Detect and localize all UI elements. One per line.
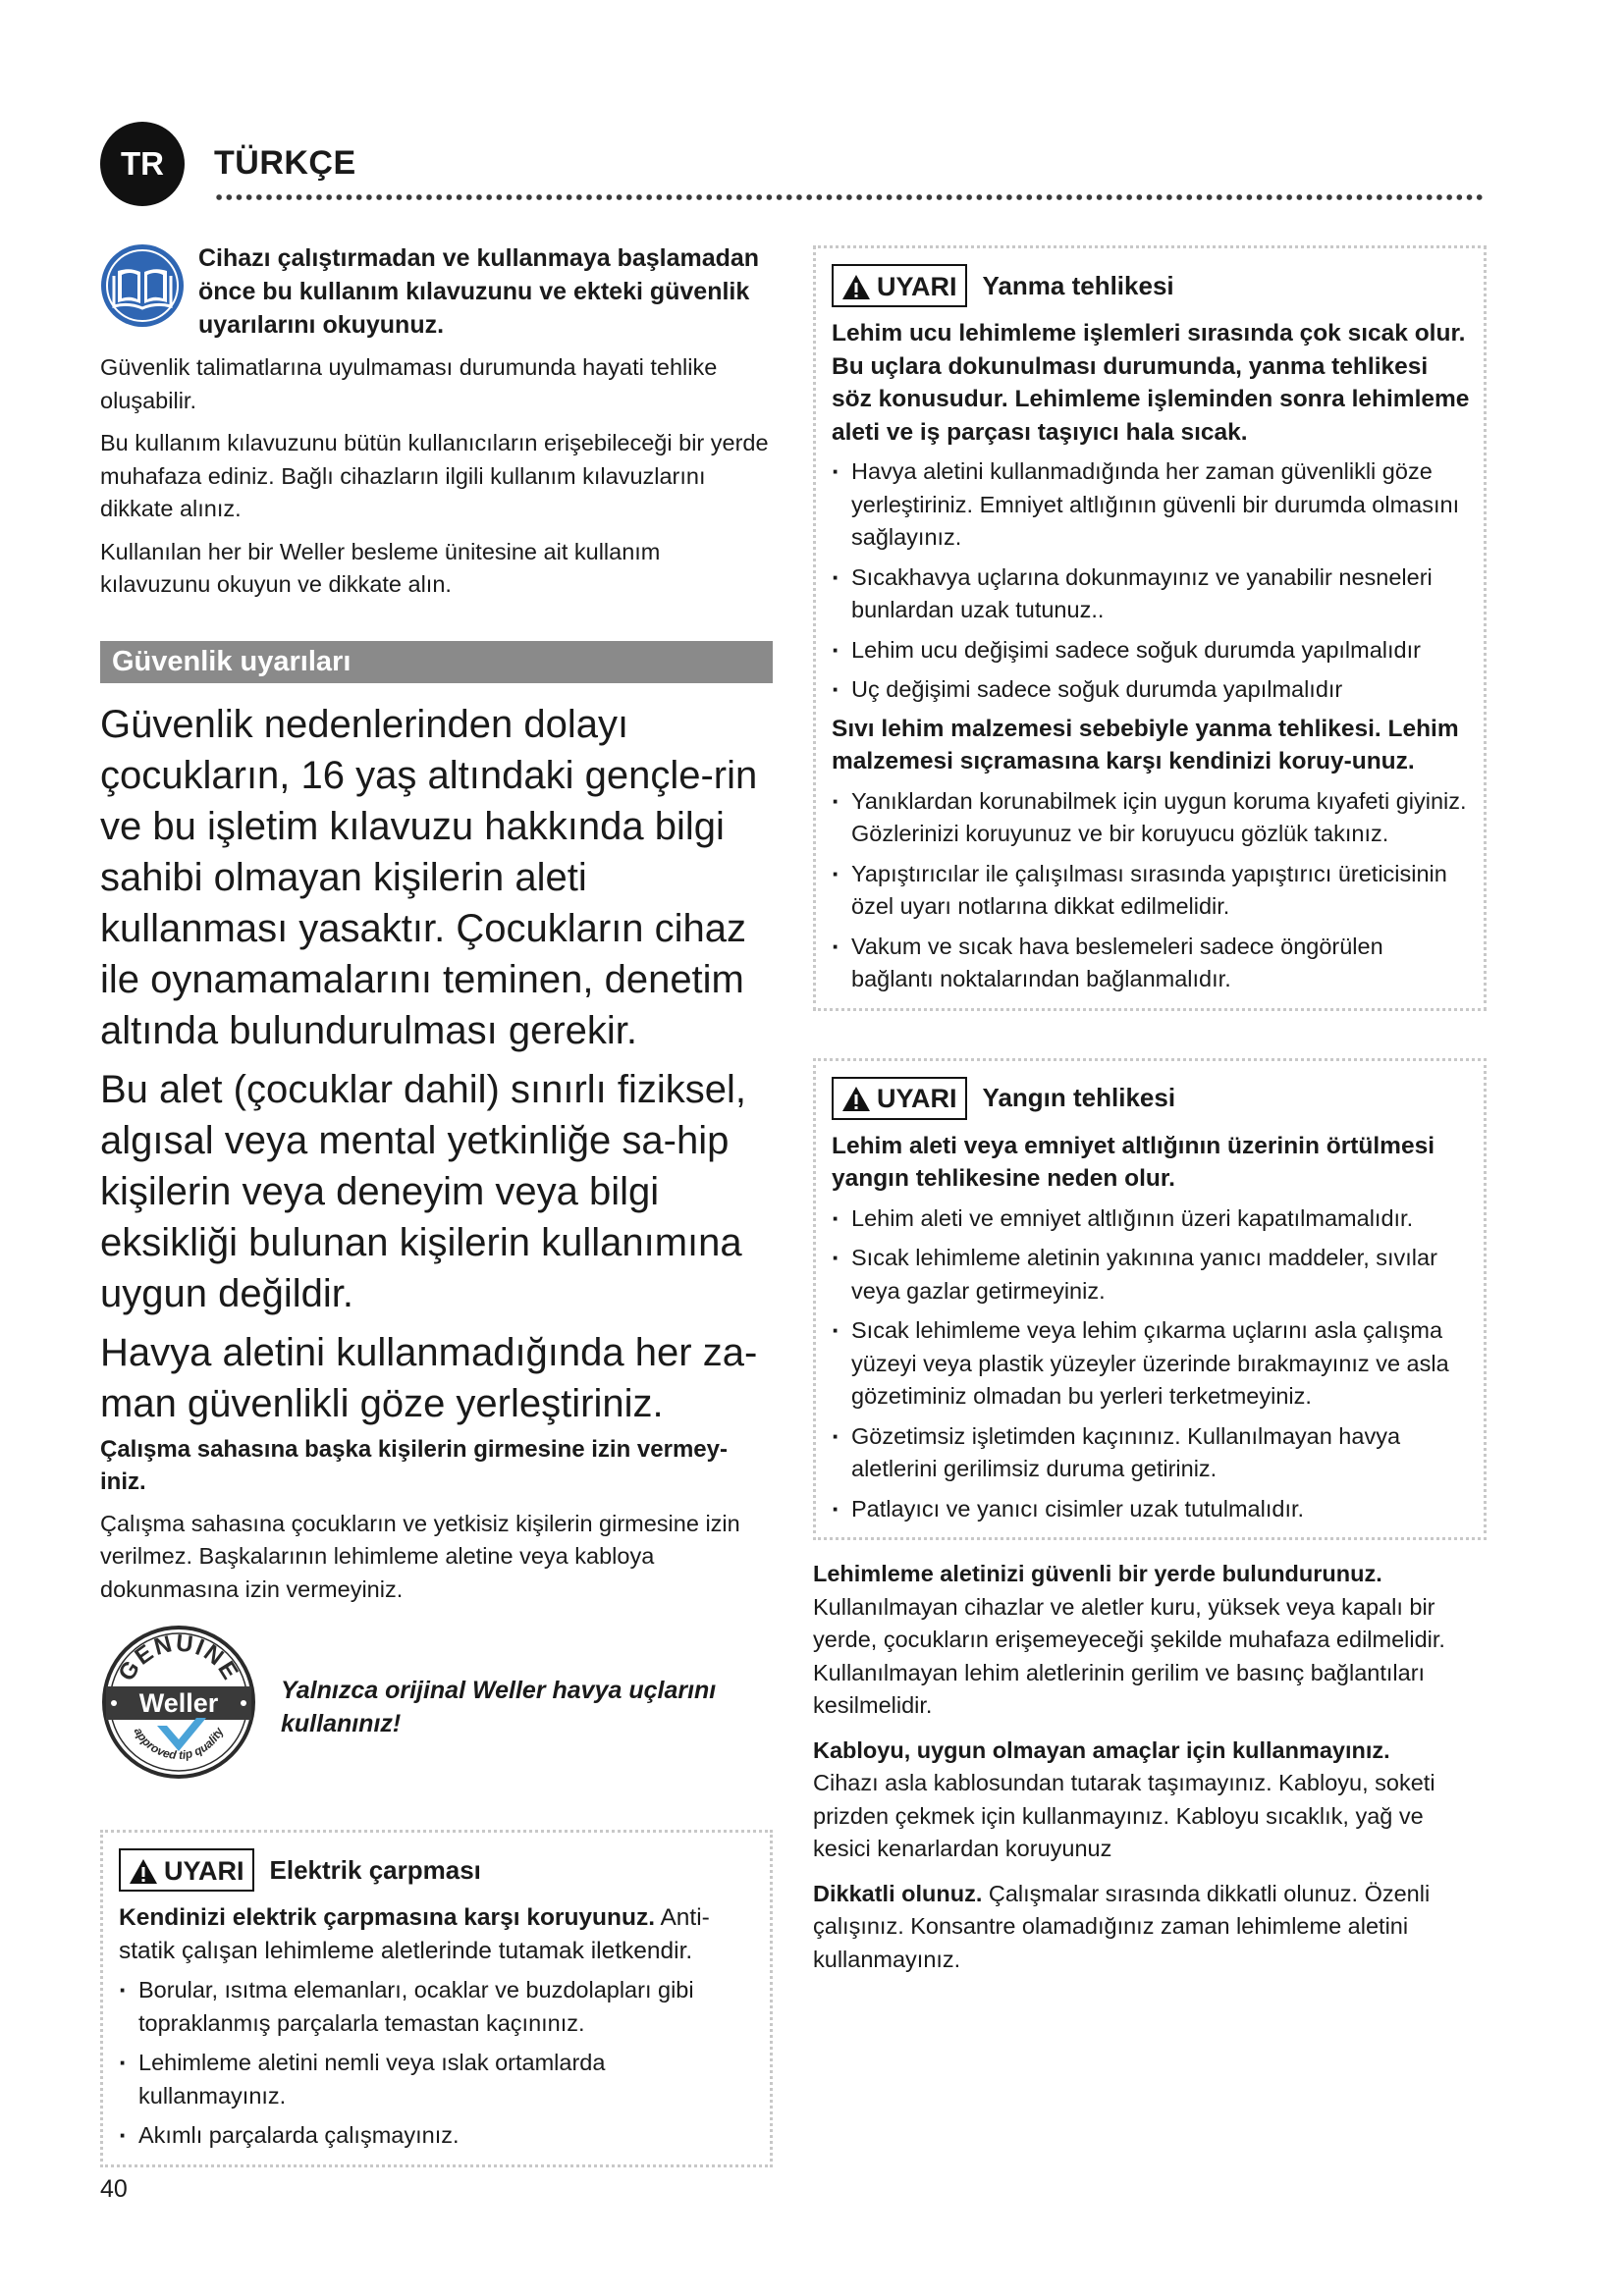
list-item: · Havya aletini kullanmadığında her zaman güvenlikli göze yerleştiriniz. Emniyet altlığının güvenli bir durumda olmasını sağlayınız.	[832, 455, 1470, 555]
warning-triangle-icon	[841, 274, 871, 300]
list-item: · Lehim aleti ve emniyet altlığının üzeri kapatılmamalıdır.	[832, 1202, 1470, 1236]
warning-list-2	[832, 785, 1470, 996]
warning-lead: Lehim ucu lehimleme işlemleri sırasında çok sıcak olur. Bu uçlara dokunulması durumunda, yanma tehlikesi söz konusudur. Lehimleme işleminden sonra lehimleme aleti ve iş parçası taşıyıcı hala sıcak.	[832, 320, 1470, 446]
warning-lead-bold: Kendinizi elektrik çarpmasına karşı koruyunuz.	[119, 1904, 655, 1931]
left-column	[100, 241, 773, 2167]
safety-big-text-2: Bu alet (çocuklar dahil) sınırlı fiziksel, algısal veya mental yetkinliğe sa-hip kişilerin veya deneyim veya bilgi eksikliği bulunan kişilerin kullanımına uygun değildir.	[100, 1067, 747, 1315]
list-item: · Akımlı parçalarda çalışmayınız.	[119, 2119, 756, 2153]
intro-block	[100, 241, 773, 342]
warning-title: Elektrik çarpması	[269, 1854, 481, 1885]
warning-lead-normal: Anti-statik çalışan lehimleme aletlerinde tutamak iletkendir.	[119, 1904, 710, 1964]
right-column	[813, 245, 1487, 1976]
attention-paragraph	[813, 1878, 1487, 1977]
dotted-divider	[214, 192, 1483, 202]
list-item: · Vakum ve sıcak hava beslemeleri sadece öngörülen bağlantı noktalarından bağlanmalıdır.	[832, 931, 1470, 996]
attention-text: Çalışmalar sırasında dikkatli olunuz. Özenli çalışınız. Konsantre olamadığınız zaman lehimleme aletini kullanmayınız.	[813, 1880, 1431, 1972]
cable-text: Cihazı asla kablosundan tutarak taşımayınız. Kabloyu, soketi prizden çekmek için kullanmayınız. Kabloyu sıcaklık, yağ ve kesici kenarlardan koruyunuz	[813, 1770, 1435, 1861]
warning-list	[832, 1202, 1470, 1526]
intro-heading: Cihazı çalıştırmadan ve kullanmaya başlamadan önce bu kullanım kılavuzunu ve ekteki güvenlik uyarılarını okuyunuz.	[198, 244, 760, 339]
warning-list	[832, 455, 1470, 707]
warning-list	[119, 1974, 756, 2153]
warning-box-electric	[100, 1830, 773, 2167]
list-item: · Sıcak lehimleme veya lehim çıkarma uçlarını asla çalışma yüzeyi veya plastik yüzeyler üzerinde bırakmayınız ve asla gözetiminiz olmadan bu yerleri terketmeyiniz.	[832, 1314, 1470, 1414]
warning-title: Yanma tehlikesi	[982, 270, 1174, 300]
list-item: · Uç değişimi sadece soğuk durumda yapılmalıdır	[832, 673, 1470, 707]
attention-heading: Dikkatli olunuz.	[813, 1880, 983, 1906]
intro-paragraph-2: Bu kullanım kılavuzunu bütün kullanıcıların erişebileceği bir yerde muhafaza ediniz. Bağlı cihazların ilgili kullanım kılavuzlarını dikkate alınız.	[100, 430, 769, 521]
list-item: · Lehim ucu değişimi sadece soğuk durumda yapılmalıdır	[832, 634, 1470, 667]
svg-text:approved tip quality: approved tip quality	[131, 1725, 227, 1763]
storage-text: Kullanılmayan cihazlar ve aletler kuru, yüksek veya kapalı bir yerde, çocukların erişemeyeceği şekilde muhafaza edilmelidir. Kullanılmayan lehim aletlerinin gerilim ve basınç bağlantıları kesilmelidir.	[813, 1593, 1445, 1718]
safety-paragraph: Çalışma sahasına çocukların ve yetkisiz kişilerin girmesine izin verilmez. Başkalarının lehimleme aletine veya kabloya dokunmasına izin vermeyiniz.	[100, 1510, 740, 1602]
warning-badge	[832, 264, 967, 307]
warning-lead: Lehim aleti veya emniyet altlığının üzerinin örtülmesi yangın tehlikesine neden olur.	[832, 1132, 1435, 1192]
intro-paragraph-1: Güvenlik talimatlarına uyulmaması durumunda hayati tehlike oluşabilir.	[100, 354, 718, 413]
cable-heading: Kabloyu, uygun olmayan amaçlar için kullanmayınız.	[813, 1736, 1390, 1763]
warning-triangle-icon	[129, 1858, 158, 1885]
warning-badge	[832, 1077, 967, 1120]
intro-paragraph-3: Kullanılan her bir Weller besleme ünitesine ait kullanım kılavuzunu okuyun ve dikkate alın.	[100, 538, 661, 597]
language-title: TÜRKÇE	[214, 144, 356, 182]
list-item: · Lehimleme aletini nemli veya ıslak ortamlarda kullanmayınız.	[119, 2047, 756, 2112]
warning-badge-label: UYARI	[164, 1855, 244, 1886]
storage-paragraph	[813, 1558, 1487, 1723]
section-heading-safety: Güvenlik uyarıları	[100, 641, 773, 683]
language-badge	[100, 122, 185, 206]
warning-box-fire	[813, 1058, 1487, 1541]
list-item: · Borular, ısıtma elemanları, ocaklar ve buzdolapları gibi topraklanmış parçalarla temastan kaçınınız.	[119, 1974, 756, 2040]
genuine-tips-block	[100, 1624, 773, 1781]
list-item: · Gözetimsiz işletimden kaçınınız. Kullanılmayan havya aletlerini gerilimsiz duruma getiriniz.	[832, 1420, 1470, 1486]
warning-header	[832, 1077, 1470, 1120]
book-icon	[100, 243, 185, 328]
warning-lead-2: Sıvı lehim malzemesi sebebiyle yanma tehlikesi. Lehim malzemesi sıçramasına karşı kendinizi koruy-unuz.	[832, 715, 1459, 774]
list-item: · Sıcak lehimleme aletinin yakınına yanıcı maddeler, sıvılar veya gazlar getirmeyiniz.	[832, 1242, 1470, 1308]
cable-paragraph	[813, 1735, 1487, 1866]
list-item: · Patlayıcı ve yanıcı cisimler uzak tutulmalıdır.	[832, 1493, 1470, 1526]
warning-badge-label: UYARI	[877, 271, 957, 301]
list-item: · Yanıklardan korunabilmek için uygun koruma kıyafeti giyiniz. Gözlerinizi koruyunuz ve bir koruyucu gözlük takınız.	[832, 785, 1470, 851]
svg-text:Weller: Weller	[138, 1688, 219, 1718]
warning-header	[832, 264, 1470, 307]
list-item: · Yapıştırıcılar ile çalışılması sırasında yapıştırıcı üreticisinin özel uyarı notlarına dikkat edilmelidir.	[832, 858, 1470, 924]
safety-bold-subheading: Çalışma sahasına başka kişilerin girmesine izin vermey-iniz.	[100, 1435, 728, 1495]
svg-text:GENUINE: GENUINE	[113, 1629, 244, 1686]
page-number: 40	[100, 2175, 128, 2203]
list-item: · Sıcakhavya uçlarına dokunmayınız ve yanabilir nesneleri bunlardan uzak tutunuz..	[832, 561, 1470, 627]
warning-badge-label: UYARI	[877, 1084, 957, 1113]
weller-genuine-seal	[100, 1624, 257, 1781]
storage-heading: Lehimleme aletinizi güvenli bir yerde bulundurunuz.	[813, 1561, 1382, 1586]
safety-big-text-1: Güvenlik nedenlerinden dolayı çocukların, 16 yaş altındaki gençle-rin ve bu işletim kılavuzu hakkında bilgi sahibi olmayan kişilerin aleti kullanması yasaktır. Çocukların cihaz ile oynamamalarını teminen, denetim altında bulundurulması gerekir.	[100, 702, 758, 1052]
warning-header	[119, 1848, 756, 1892]
warning-badge	[119, 1848, 254, 1892]
warning-box-burn	[813, 245, 1487, 1011]
language-code: TR	[121, 145, 164, 182]
genuine-tips-text: Yalnızca orijinal Weller havya uçlarını kullanınız!	[281, 1677, 717, 1737]
warning-triangle-icon	[841, 1086, 871, 1112]
warning-lead	[119, 1901, 756, 1967]
warning-title: Yangın tehlikesi	[982, 1083, 1176, 1112]
safety-big-text-3: Havya aletini kullanmadığında her za-man güvenlikli göze yerleştiriniz.	[100, 1330, 758, 1425]
